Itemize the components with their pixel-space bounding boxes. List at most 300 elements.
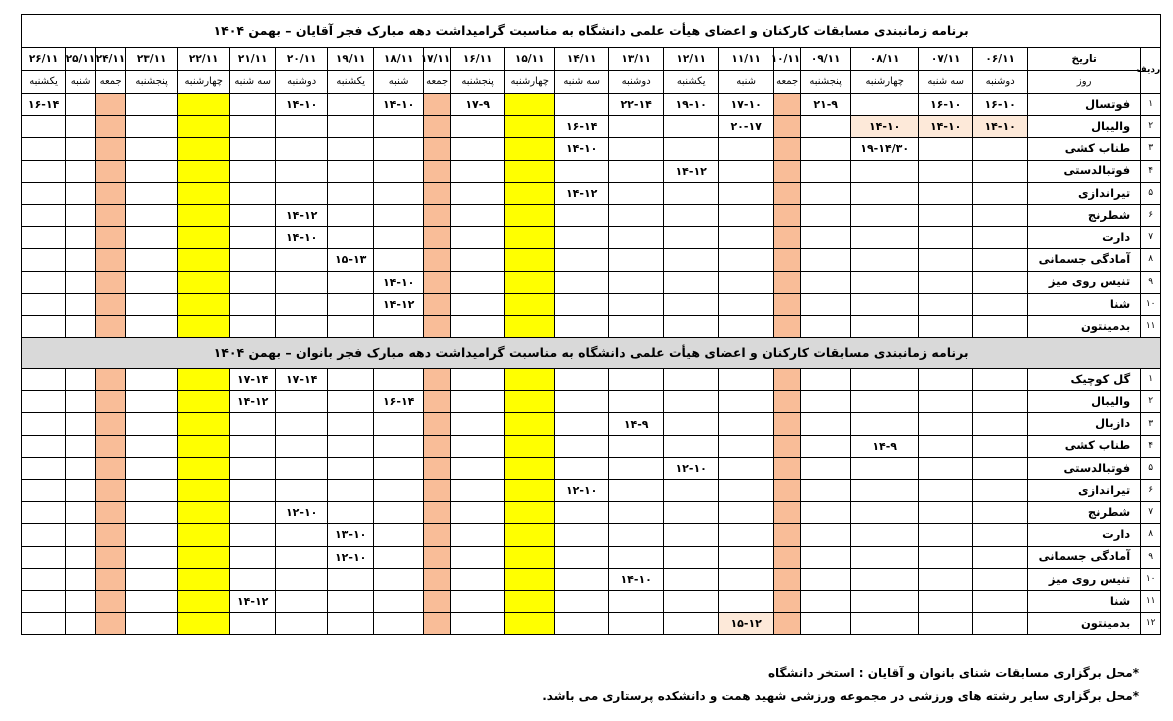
schedule-cell: [276, 271, 328, 293]
schedule-cell: [374, 138, 424, 160]
schedule-cell: [96, 293, 126, 315]
schedule-cell: [505, 391, 555, 413]
schedule-cell: [66, 249, 96, 271]
schedule-cell: [178, 116, 230, 138]
schedule-cell: [22, 590, 66, 612]
schedule-cell: [374, 160, 424, 182]
schedule-cell: [919, 369, 973, 391]
date-header-cell: ۲۱/۱۱: [230, 48, 276, 71]
schedule-cell: [276, 160, 328, 182]
schedule-cell: [774, 204, 801, 226]
schedule-cell: [96, 546, 126, 568]
date-header-cell: ۱۶/۱۱: [451, 48, 505, 71]
schedule-cell: [664, 413, 719, 435]
schedule-cell: [555, 590, 609, 612]
schedule-table: [21, 14, 1161, 635]
date-header-cell: ۱۸/۱۱: [374, 48, 424, 71]
schedule-cell: [505, 315, 555, 337]
schedule-cell: [555, 160, 609, 182]
schedule-cell: [774, 369, 801, 391]
table-row: [22, 480, 1161, 502]
schedule-cell: [96, 524, 126, 546]
day-header-cell: سه شنبه: [919, 71, 973, 94]
date-header-cell: ۰۶/۱۱: [973, 48, 1028, 71]
schedule-cell: [774, 502, 801, 524]
schedule-cell: [609, 480, 664, 502]
schedule-cell: [609, 435, 664, 457]
sport-name: طناب کشی: [1028, 138, 1141, 160]
row-number: ۹: [1141, 546, 1161, 568]
schedule-cell: [374, 227, 424, 249]
schedule-cell: [505, 590, 555, 612]
notes: [542, 662, 1139, 708]
schedule-cell: [919, 413, 973, 435]
schedule-cell: [505, 369, 555, 391]
schedule-cell: [22, 293, 66, 315]
date-header-cell: ۲۲/۱۱: [178, 48, 230, 71]
schedule-cell: [424, 315, 451, 337]
schedule-cell: [230, 94, 276, 116]
schedule-cell: [801, 480, 851, 502]
schedule-cell: [22, 249, 66, 271]
schedule-cell: [851, 613, 919, 635]
sport-name: فوتسال: [1028, 94, 1141, 116]
schedule-cell: [230, 138, 276, 160]
schedule-cell: [451, 227, 505, 249]
schedule-cell: [276, 435, 328, 457]
schedule-cell: [505, 502, 555, 524]
schedule-cell: [96, 271, 126, 293]
schedule-cell: [851, 160, 919, 182]
table-row: [22, 590, 1161, 612]
schedule-cell: ۱۶-۱۰: [973, 94, 1028, 116]
schedule-cell: [276, 480, 328, 502]
schedule-cell: [22, 524, 66, 546]
schedule-cell: [126, 568, 178, 590]
schedule-cell: [774, 94, 801, 116]
day-header-cell: پنجشنبه: [451, 71, 505, 94]
schedule-cell: [801, 271, 851, 293]
schedule-cell: [126, 524, 178, 546]
schedule-cell: [374, 613, 424, 635]
schedule-cell: [328, 204, 374, 226]
day-header: روز: [1028, 71, 1141, 94]
schedule-cell: [96, 182, 126, 204]
schedule-cell: [96, 568, 126, 590]
schedule-cell: [230, 524, 276, 546]
schedule-cell: [609, 524, 664, 546]
date-header-cell: ۱۱/۱۱: [719, 48, 774, 71]
schedule-cell: [374, 435, 424, 457]
schedule-cell: [451, 315, 505, 337]
schedule-cell: [851, 590, 919, 612]
schedule-cell: [505, 435, 555, 457]
schedule-cell: ۲۱-۹: [801, 94, 851, 116]
schedule-cell: [801, 182, 851, 204]
schedule-cell: [664, 369, 719, 391]
schedule-cell: [230, 613, 276, 635]
date-header-cell: ۱۷/۱۱: [424, 48, 451, 71]
schedule-cell: [22, 413, 66, 435]
table-row: [22, 413, 1161, 435]
schedule-cell: [230, 413, 276, 435]
schedule-cell: [801, 546, 851, 568]
date-header-cell: ۲۰/۱۱: [276, 48, 328, 71]
schedule-cell: [126, 590, 178, 612]
schedule-cell: [609, 293, 664, 315]
schedule-cell: [664, 315, 719, 337]
sport-name: دازبال: [1028, 413, 1141, 435]
schedule-cell: [664, 613, 719, 635]
schedule-cell: [96, 457, 126, 479]
schedule-cell: ۱۴-۱۰: [374, 271, 424, 293]
schedule-cell: [774, 613, 801, 635]
row-number: ۸: [1141, 249, 1161, 271]
day-header-cell: چهارشنبه: [505, 71, 555, 94]
schedule-cell: [22, 457, 66, 479]
schedule-cell: [374, 546, 424, 568]
schedule-cell: [328, 116, 374, 138]
schedule-cell: [230, 546, 276, 568]
schedule-cell: [126, 546, 178, 568]
schedule-cell: [178, 457, 230, 479]
table-row: [22, 391, 1161, 413]
schedule-cell: [774, 457, 801, 479]
schedule-cell: ۱۴-۱۰: [919, 116, 973, 138]
schedule-cell: [505, 613, 555, 635]
schedule-cell: ۱۴-۱۰: [609, 568, 664, 590]
day-header-cell: دوشنبه: [973, 71, 1028, 94]
schedule-cell: [66, 369, 96, 391]
schedule-cell: [505, 182, 555, 204]
table-row: [22, 227, 1161, 249]
schedule-cell: [126, 435, 178, 457]
schedule-cell: [96, 413, 126, 435]
schedule-cell: [126, 204, 178, 226]
schedule-cell: [424, 271, 451, 293]
schedule-cell: ۱۴-۱۰: [973, 116, 1028, 138]
schedule-cell: [719, 457, 774, 479]
schedule-cell: [919, 590, 973, 612]
schedule-cell: [801, 116, 851, 138]
table-row: [22, 116, 1161, 138]
row-number: ۱: [1141, 369, 1161, 391]
schedule-cell: [230, 227, 276, 249]
schedule-cell: ۱۵-۱۲: [719, 613, 774, 635]
schedule-cell: ۱۴-۱۲: [230, 590, 276, 612]
schedule-cell: [555, 293, 609, 315]
schedule-cell: [664, 391, 719, 413]
schedule-cell: [973, 315, 1028, 337]
schedule-cell: [555, 524, 609, 546]
schedule-cell: [851, 182, 919, 204]
schedule-cell: [96, 613, 126, 635]
schedule-cell: ۱۵-۱۳: [328, 249, 374, 271]
sport-name: شنا: [1028, 293, 1141, 315]
schedule-cell: [178, 160, 230, 182]
schedule-cell: [851, 413, 919, 435]
schedule-cell: [424, 590, 451, 612]
schedule-cell: ۱۴-۱۰: [555, 138, 609, 160]
schedule-cell: [851, 524, 919, 546]
schedule-cell: [555, 413, 609, 435]
row-number: ۳: [1141, 138, 1161, 160]
schedule-cell: [919, 271, 973, 293]
schedule-cell: [505, 480, 555, 502]
schedule-cell: [919, 391, 973, 413]
schedule-cell: [505, 546, 555, 568]
schedule-cell: ۱۶-۱۰: [919, 94, 973, 116]
schedule-cell: [451, 590, 505, 612]
schedule-cell: [424, 249, 451, 271]
schedule-cell: [505, 293, 555, 315]
schedule-cell: [555, 271, 609, 293]
day-header-cell: جمعه: [96, 71, 126, 94]
schedule-cell: [66, 590, 96, 612]
schedule-cell: [96, 160, 126, 182]
schedule-cell: [424, 160, 451, 182]
schedule-cell: [126, 457, 178, 479]
sport-name: تیراندازی: [1028, 182, 1141, 204]
schedule-cell: [664, 271, 719, 293]
date-header-cell: ۰۸/۱۱: [851, 48, 919, 71]
schedule-cell: ۱۴-۱۲: [276, 204, 328, 226]
schedule-cell: [66, 293, 96, 315]
schedule-cell: ۱۶-۱۴: [22, 94, 66, 116]
table-row: [22, 502, 1161, 524]
schedule-cell: [774, 546, 801, 568]
schedule-cell: [374, 457, 424, 479]
schedule-cell: [424, 480, 451, 502]
schedule-cell: [230, 435, 276, 457]
sport-name: والیبال: [1028, 116, 1141, 138]
schedule-cell: [66, 546, 96, 568]
sport-name: تیراندازی: [1028, 480, 1141, 502]
schedule-cell: [66, 568, 96, 590]
schedule-cell: [719, 293, 774, 315]
schedule-cell: [719, 435, 774, 457]
schedule-cell: ۱۶-۱۴: [374, 391, 424, 413]
schedule-cell: [719, 249, 774, 271]
schedule-cell: [66, 435, 96, 457]
row-number: ۱۲: [1141, 613, 1161, 635]
schedule-cell: [973, 249, 1028, 271]
schedule-cell: [505, 227, 555, 249]
schedule-cell: [851, 293, 919, 315]
schedule-cell: [178, 613, 230, 635]
schedule-cell: [774, 413, 801, 435]
schedule-cell: [126, 116, 178, 138]
schedule-cell: [973, 391, 1028, 413]
schedule-cell: [719, 315, 774, 337]
men-title: برنامه زمانبندی مسابقات کارکنان و اعضای هیأت علمی دانشگاه به مناسبت گرامیداشت دهه مبارک فجر آقایان – بهمن ۱۴۰۴: [22, 15, 1161, 48]
schedule-cell: [178, 391, 230, 413]
schedule-cell: [451, 369, 505, 391]
schedule-cell: [851, 480, 919, 502]
sport-name: دارت: [1028, 524, 1141, 546]
schedule-cell: [451, 391, 505, 413]
schedule-cell: [230, 480, 276, 502]
schedule-cell: [719, 413, 774, 435]
schedule-cell: [664, 480, 719, 502]
schedule-cell: [424, 138, 451, 160]
schedule-cell: [66, 315, 96, 337]
schedule-cell: [424, 435, 451, 457]
schedule-cell: ۱۷-۱۴: [276, 369, 328, 391]
schedule-cell: [801, 293, 851, 315]
table-row: [22, 204, 1161, 226]
schedule-cell: [801, 502, 851, 524]
table-row: [22, 138, 1161, 160]
schedule-cell: ۱۷-۹: [451, 94, 505, 116]
schedule-cell: [774, 435, 801, 457]
schedule-cell: [424, 568, 451, 590]
schedule-cell: [424, 457, 451, 479]
schedule-cell: [424, 182, 451, 204]
schedule-cell: [126, 369, 178, 391]
schedule-cell: [919, 457, 973, 479]
schedule-cell: [66, 524, 96, 546]
schedule-cell: [801, 227, 851, 249]
schedule-cell: ۱۴-۱۲: [664, 160, 719, 182]
schedule-cell: ۱۲-۱۰: [276, 502, 328, 524]
schedule-cell: [774, 568, 801, 590]
schedule-cell: [505, 249, 555, 271]
table-row: [22, 94, 1161, 116]
schedule-cell: [919, 138, 973, 160]
schedule-cell: ۱۹-۱۴/۳۰: [851, 138, 919, 160]
day-header-cell: یکشنبه: [664, 71, 719, 94]
schedule-cell: [851, 391, 919, 413]
schedule-cell: [424, 204, 451, 226]
schedule-cell: [505, 116, 555, 138]
schedule-cell: [451, 116, 505, 138]
schedule-cell: [230, 502, 276, 524]
schedule-cell: [126, 502, 178, 524]
day-header-cell: چهارشنبه: [851, 71, 919, 94]
schedule-cell: [22, 138, 66, 160]
schedule-cell: [374, 182, 424, 204]
schedule-cell: [609, 457, 664, 479]
schedule-cell: [719, 160, 774, 182]
schedule-cell: [664, 502, 719, 524]
schedule-cell: ۱۷-۱۰: [719, 94, 774, 116]
sport-name: شنا: [1028, 590, 1141, 612]
schedule-cell: [774, 138, 801, 160]
schedule-cell: [66, 227, 96, 249]
schedule-cell: [178, 249, 230, 271]
women-title: برنامه زمانبندی مسابقات کارکنان و اعضای هیأت علمی دانشگاه به مناسبت گرامیداشت دهه مبارک فجر بانوان – بهمن ۱۴۰۴: [22, 338, 1161, 369]
row-number: ۱۱: [1141, 590, 1161, 612]
date-header-cell: ۲۴/۱۱: [96, 48, 126, 71]
date-header-cell: ۱۲/۱۱: [664, 48, 719, 71]
schedule-cell: [66, 160, 96, 182]
schedule-cell: ۱۶-۱۴: [555, 116, 609, 138]
day-header-cell: سه شنبه: [555, 71, 609, 94]
schedule-cell: [555, 435, 609, 457]
schedule-cell: [96, 391, 126, 413]
schedule-cell: [919, 568, 973, 590]
schedule-cell: [664, 546, 719, 568]
schedule-cell: [96, 138, 126, 160]
schedule-cell: [973, 435, 1028, 457]
schedule-cell: [505, 271, 555, 293]
day-header-cell: شنبه: [374, 71, 424, 94]
row-number: ۱۱: [1141, 315, 1161, 337]
schedule-cell: [774, 227, 801, 249]
schedule-cell: ۲۰-۱۷: [719, 116, 774, 138]
day-header-cell: پنجشنبه: [801, 71, 851, 94]
sport-name: دارت: [1028, 227, 1141, 249]
schedule-cell: [555, 568, 609, 590]
schedule-cell: [374, 568, 424, 590]
schedule-cell: [22, 546, 66, 568]
sport-name: شطرنج: [1028, 502, 1141, 524]
schedule-cell: [276, 116, 328, 138]
schedule-cell: [230, 293, 276, 315]
note-venue: *محل برگزاری سایر رشته های ورزشی در مجموعه ورزشی شهید همت و دانشکده پرستاری می باشد.: [542, 689, 1139, 703]
schedule-cell: [178, 546, 230, 568]
sport-name: والیبال: [1028, 391, 1141, 413]
schedule-cell: [126, 271, 178, 293]
schedule-cell: ۱۹-۱۰: [664, 94, 719, 116]
schedule-cell: [328, 568, 374, 590]
schedule-cell: [774, 391, 801, 413]
schedule-cell: [801, 613, 851, 635]
row-number: ۴: [1141, 435, 1161, 457]
schedule-cell: [178, 435, 230, 457]
schedule-cell: [96, 94, 126, 116]
schedule-cell: ۱۴-۹: [851, 435, 919, 457]
schedule-cell: [230, 116, 276, 138]
schedule-cell: [178, 182, 230, 204]
schedule-cell: [230, 457, 276, 479]
schedule-cell: [424, 413, 451, 435]
schedule-cell: [555, 94, 609, 116]
schedule-cell: [555, 613, 609, 635]
schedule-cell: ۱۴-۱۰: [851, 116, 919, 138]
row-number: ۱۰: [1141, 568, 1161, 590]
schedule-cell: [22, 160, 66, 182]
schedule-cell: [96, 227, 126, 249]
schedule-cell: [919, 160, 973, 182]
schedule-cell: [664, 182, 719, 204]
schedule-cell: [276, 293, 328, 315]
table-row: [22, 271, 1161, 293]
schedule-cell: [66, 480, 96, 502]
schedule-cell: [664, 568, 719, 590]
schedule-cell: [96, 249, 126, 271]
schedule-cell: [451, 182, 505, 204]
schedule-cell: [230, 315, 276, 337]
schedule-cell: [178, 369, 230, 391]
schedule-cell: [973, 524, 1028, 546]
schedule-cell: [276, 391, 328, 413]
schedule-cell: [96, 116, 126, 138]
schedule-cell: [451, 204, 505, 226]
schedule-cell: [919, 182, 973, 204]
date-header-cell: ۲۵/۱۱: [66, 48, 96, 71]
schedule-cell: ۱۴-۱۰: [374, 94, 424, 116]
schedule-cell: [851, 249, 919, 271]
schedule-cell: [774, 480, 801, 502]
date-header-cell: ۱۳/۱۱: [609, 48, 664, 71]
sport-name: آمادگی جسمانی: [1028, 546, 1141, 568]
schedule-cell: [664, 227, 719, 249]
schedule-cell: [609, 271, 664, 293]
schedule-cell: ۱۴-۱۰: [276, 227, 328, 249]
schedule-cell: [178, 204, 230, 226]
